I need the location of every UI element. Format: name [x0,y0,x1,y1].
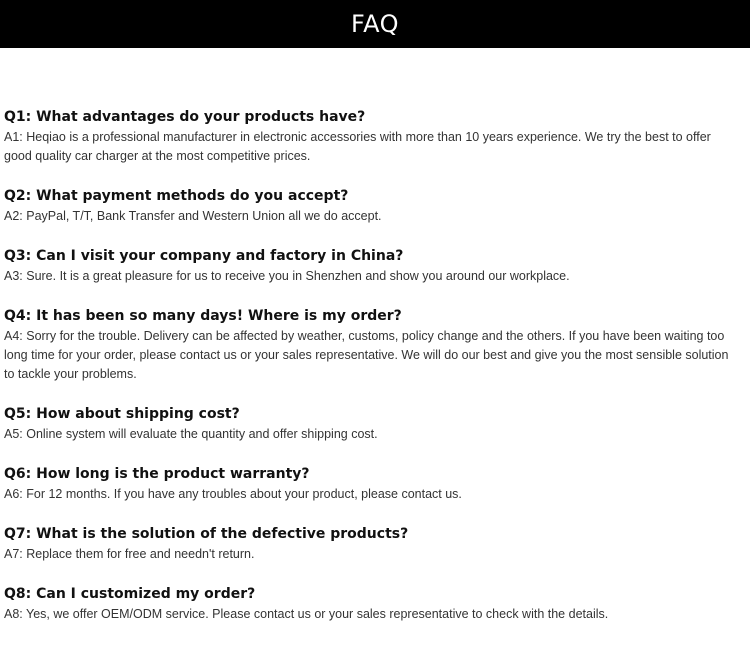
page-title: FAQ [351,10,399,38]
faq-answer-4: A4: Sorry for the trouble. Delivery can be affected by weather, customs, policy change and the others. If you have been waiting too long time for your order, please contact us or your sales representative. We will do our best and give you the most sensible solution to tackle your problems. [4,329,729,381]
faq-answer-1: A1: Heqiao is a professional manufacturer in electronic accessories with more than 10 years experience. We try the best to offer good quality car charger at the most competitive prices. [4,130,711,163]
faq-item-6 [4,465,740,504]
faq-header-bar [0,0,750,48]
faq-item-8 [4,585,740,624]
faq-answer-8: A8: Yes, we offer OEM/ODM service. Please contact us or your sales representative to check with the details. [4,607,609,621]
faq-question-3: Q3: Can I visit your company and factory in China? [4,248,404,264]
faq-question-1: Q1: What advantages do your products have? [4,109,366,125]
faq-item-1 [4,108,740,166]
faq-answer-2: A2: PayPal, T/T, Bank Transfer and Western Union all we do accept. [4,209,382,223]
faq-answer-7: A7: Replace them for free and needn't return. [4,547,255,561]
faq-question-4: Q4: It has been so many days! Where is my order? [4,308,402,324]
faq-answer-3: A3: Sure. It is a great pleasure for us to receive you in Shenzhen and show you around our workplace. [4,269,570,283]
faq-item-5 [4,405,740,444]
faq-answer-6: A6: For 12 months. If you have any troubles about your product, please contact us. [4,487,462,501]
faq-question-8: Q8: Can I customized my order? [4,586,256,602]
faq-question-6: Q6: How long is the product warranty? [4,466,310,482]
faq-question-7: Q7: What is the solution of the defective products? [4,526,409,542]
faq-item-3 [4,247,740,286]
faq-list [4,108,740,645]
faq-question-2: Q2: What payment methods do you accept? [4,188,349,204]
faq-question-5: Q5: How about shipping cost? [4,406,240,422]
faq-item-2 [4,187,740,226]
faq-answer-5: A5: Online system will evaluate the quantity and offer shipping cost. [4,427,378,441]
faq-item-4 [4,307,740,384]
faq-item-7 [4,525,740,564]
